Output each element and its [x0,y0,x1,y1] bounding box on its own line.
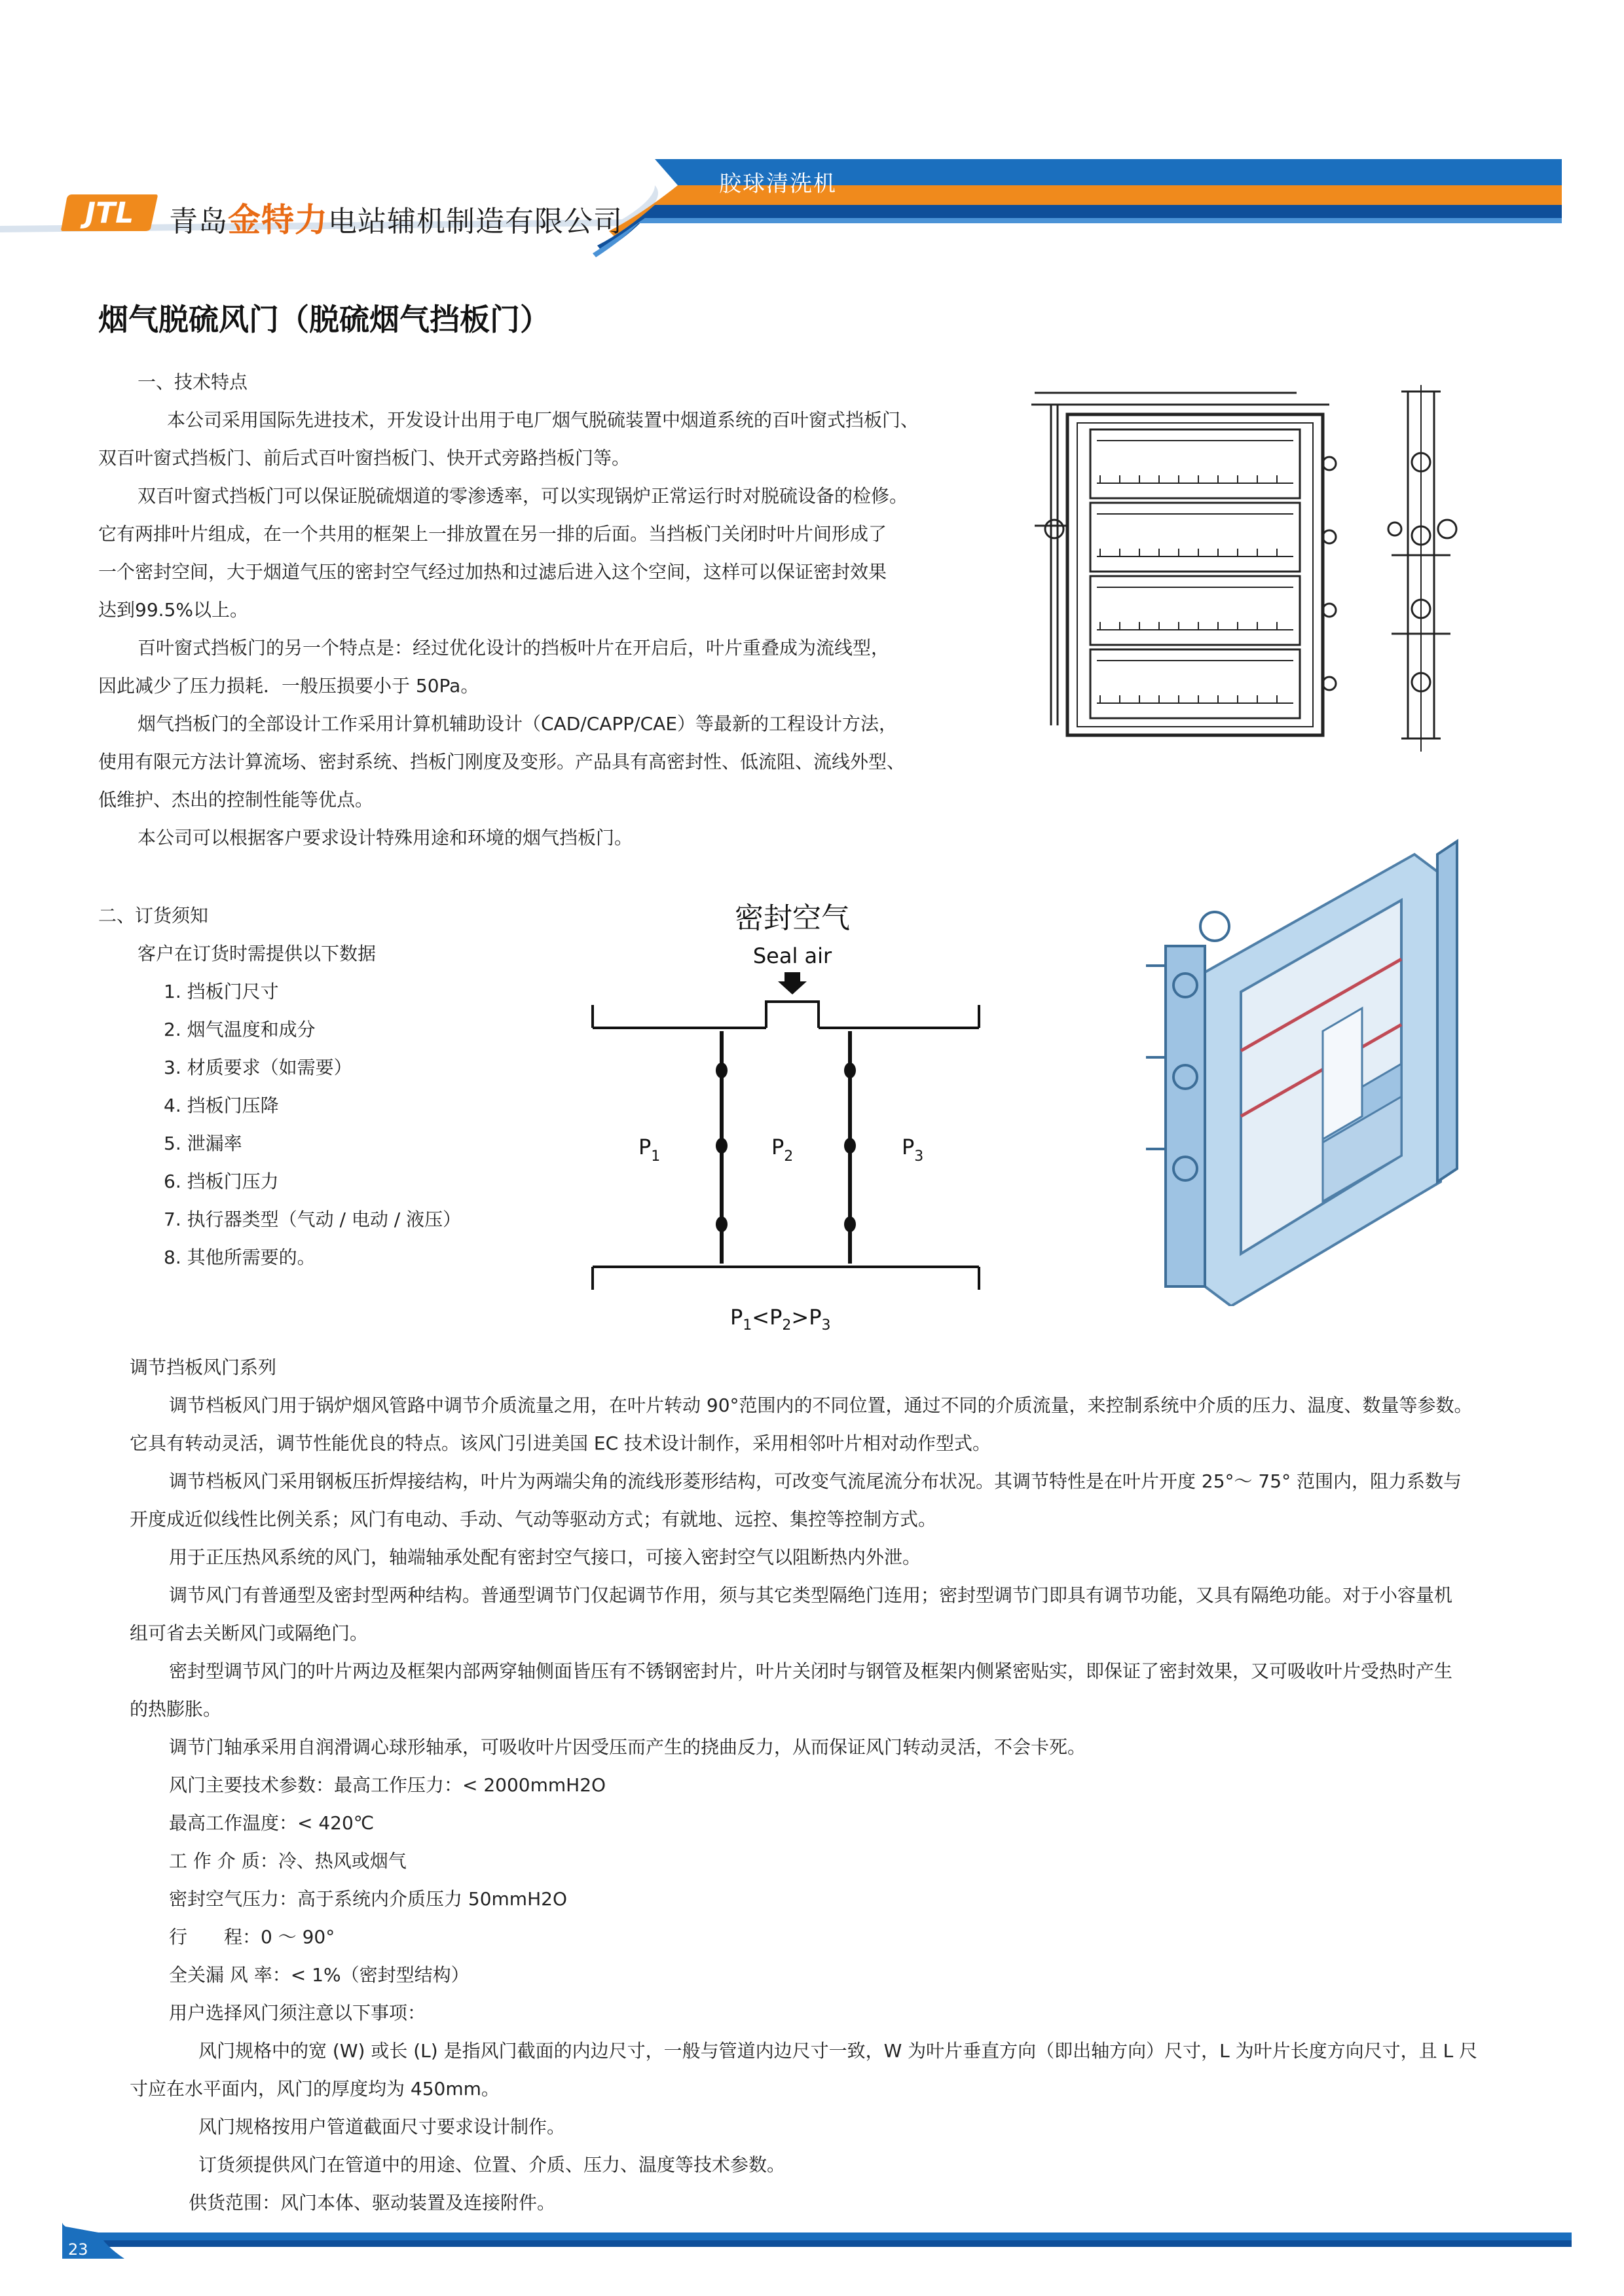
order-item: 2. 烟气温度和成分 [164,1019,316,1040]
svg-text:P2 [771,1135,793,1165]
svg-text:P3 [902,1135,923,1165]
intro-line: 百叶窗式挡板门的另一个特点是：经过优化设计的挡板叶片在开启后，叶片重叠成为流线型， [138,637,890,659]
notes-line: 风门规格按用户管道截面尺寸要求设计制作。 [198,2116,566,2138]
order-item: 7. 执行器类型（气动 / 电动 / 液压） [164,1209,462,1230]
order-item: 4. 挡板门压降 [164,1095,279,1116]
seal-air-label-en: Seal air [752,943,832,968]
page-title: 烟气脱硫风门（脱硫烟气挡板门） [98,302,550,337]
intro-line: 本公司采用国际先进技术，开发设计出用于电厂烟气脱硫装置中烟道系统的百叶窗式挡板门、 [167,409,919,431]
arrow-down-icon [778,972,807,994]
notes-line: 寸应在水平面内，风门的厚度均为 450mm。 [130,2078,500,2100]
order-subheading: 客户在订货时需提供以下数据 [138,943,377,964]
notes-line: 供货范围：风门本体、驱动装置及连接附件。 [189,2192,556,2214]
pressure-label-p1: P [638,1135,652,1159]
footer-band [0,2206,1624,2259]
page-number: 23 [68,2240,88,2259]
pressure-formula: $P_1<P_2>P_3$ [730,1305,831,1332]
regulate-line: 的热膨胀。 [130,1698,222,1720]
regulate-line: 调节档板风门采用钢板压折焊接结构，叶片为两端尖角的流线形菱形结构，可改变气流尾流分布状况。其调节特性是在叶片开度 25°～ 75° 范围内，阻力系数与 [169,1470,1462,1492]
intro-line: 本公司可以根据客户要求设计特殊用途和环境的烟气挡板门。 [138,827,633,848]
regulate-line: 它具有转动灵活，调节性能优良的特点。该风门引进美国 EC 技术设计制作，采用相邻叶片相对动作型式。 [130,1432,991,1454]
intro-heading: 一、技术特点 [138,371,248,393]
notes-line: 风门规格中的宽 (W) 或长 (L) 是指风门截面的内边尺寸，一般与管道内边尺寸一致，W 为叶片垂直方向（即出轴方向）尺寸，L 为叶片长度方向尺寸，且 L 尺 [198,2040,1478,2062]
section-tab: 胶球清洗机 [719,171,837,197]
spec-line: 工 作 介 质：冷、热风或烟气 [169,1850,407,1872]
order-item: 6. 挡板门压力 [164,1171,279,1192]
svg-text:P1 [638,1135,660,1165]
intro-section [98,363,969,857]
spec-line: 全关漏 风 率：< 1%（密封型结构） [169,1964,470,1986]
pressure-sub-1: 1 [651,1148,661,1165]
company-suffix: 电站辅机制造有限公司 [328,205,623,238]
intro-line: 烟气挡板门的全部设计工作采用计算机辅助设计（CAD/CAPP/CAE）等最新的工程设计方法， [138,713,898,735]
regulate-line: 组可省去关断风门或隔绝门。 [130,1622,369,1644]
intro-line: 达到99.5%以上。 [98,599,248,621]
order-item: 8. 其他所需要的。 [164,1247,316,1268]
spec-line: 风门主要技术参数：最高工作压力：< 2000mmH2O [169,1774,606,1796]
notes-heading: 用户选择风门须注意以下事项： [169,2002,426,2024]
spec-line: 最高工作温度：< 420℃ [169,1812,375,1834]
spec-line: 密封空气压力：高于系统内介质压力 50mmH2O [169,1888,567,1910]
intro-line: 双百叶窗式挡板门可以保证脱硫烟道的零渗透率，可以实现锅炉正常运行时对脱硫设备的检修。 [138,485,908,507]
intro-line: 使用有限元方法计算流场、密封系统、挡板门刚度及变形。产品具有高密封性、低流阻、流线外型、 [98,751,906,773]
company-highlight: 金特力 [228,201,328,239]
intro-line: 双百叶窗式挡板门、前后式百叶窗挡板门、快开式旁路挡板门等。 [98,447,631,469]
order-item: 3. 材质要求（如需要） [164,1057,352,1078]
damper-isometric-illustration [1107,815,1473,1306]
notes-line: 订货须提供风门在管道中的用途、位置、介质、压力、温度等技术参数。 [198,2154,786,2176]
seal-air-diagram [576,900,995,1332]
spec-line: 行 程：0 ～ 90° [169,1926,335,1948]
order-item: 5. 泄漏率 [164,1133,242,1154]
company-name [169,194,623,241]
regulate-section [130,1349,1538,2222]
regulate-line: 开度成近似线性比例关系；风门有电动、手动、气动等驱动方式；有就地、远控、集控等控制方式。 [130,1508,937,1530]
intro-line: 它有两排叶片组成，在一个共用的框架上一排放置在另一排的后面。当挡板门关闭时叶片间形成了 [98,523,887,545]
regulate-heading: 调节挡板风门系列 [130,1357,277,1378]
regulate-line: 调节门轴承采用自润滑调心球形轴承，可吸收叶片因受压而产生的挠曲反力，从而保证风门转动灵活，不会卡死。 [169,1736,1086,1758]
regulate-line: 用于正压热风系统的风门，轴端轴承处配有密封空气接口，可接入密封空气以阻断热内外泄。 [169,1546,921,1568]
company-logo [60,192,158,232]
intro-line: 因此减少了压力损耗．一般压损要小于 50Pa。 [98,675,479,697]
regulate-line: 调节档板风门用于锅炉烟风管路中调节介质流量之用，在叶片转动 90°范围内的不同位置，通过不同的介质流量，来控制系统中介质的压力、温度、数量等参数。 [169,1394,1473,1416]
regulate-line: 调节风门有普通型及密封型两种结构。普通型调节门仅起调节作用，须与其它类型隔绝门连用；密封型调节门即具有调节功能，又具有隔绝功能。对于小容量机 [169,1584,1453,1606]
pressure-sub-2: 2 [784,1148,794,1165]
svg-text:JTL: JTL [84,196,134,230]
company-prefix: 青岛 [169,205,228,238]
order-item: 1. 挡板门尺寸 [164,981,279,1002]
intro-line: 一个密封空间，大于烟道气压的密封空气经过加热和过滤后进入这个空间，这样可以保证密封效果 [98,561,887,583]
pressure-label-p2: P [771,1135,784,1159]
pressure-sub-3: 3 [914,1148,924,1165]
damper-engineering-drawing [1028,385,1480,758]
seal-air-label-cn: 密封空气 [735,902,850,935]
order-section [98,897,570,1277]
regulate-line: 密封型调节风门的叶片两边及框架内部两穿轴侧面皆压有不锈钢密封片，叶片关闭时与钢管及框架内侧紧密贴实，即保证了密封效果，又可吸收叶片受热时产生 [169,1660,1453,1682]
order-heading: 二、订货须知 [98,905,209,926]
intro-line: 低维护、杰出的控制性能等优点。 [98,789,374,811]
pressure-label-p3: P [902,1135,915,1159]
